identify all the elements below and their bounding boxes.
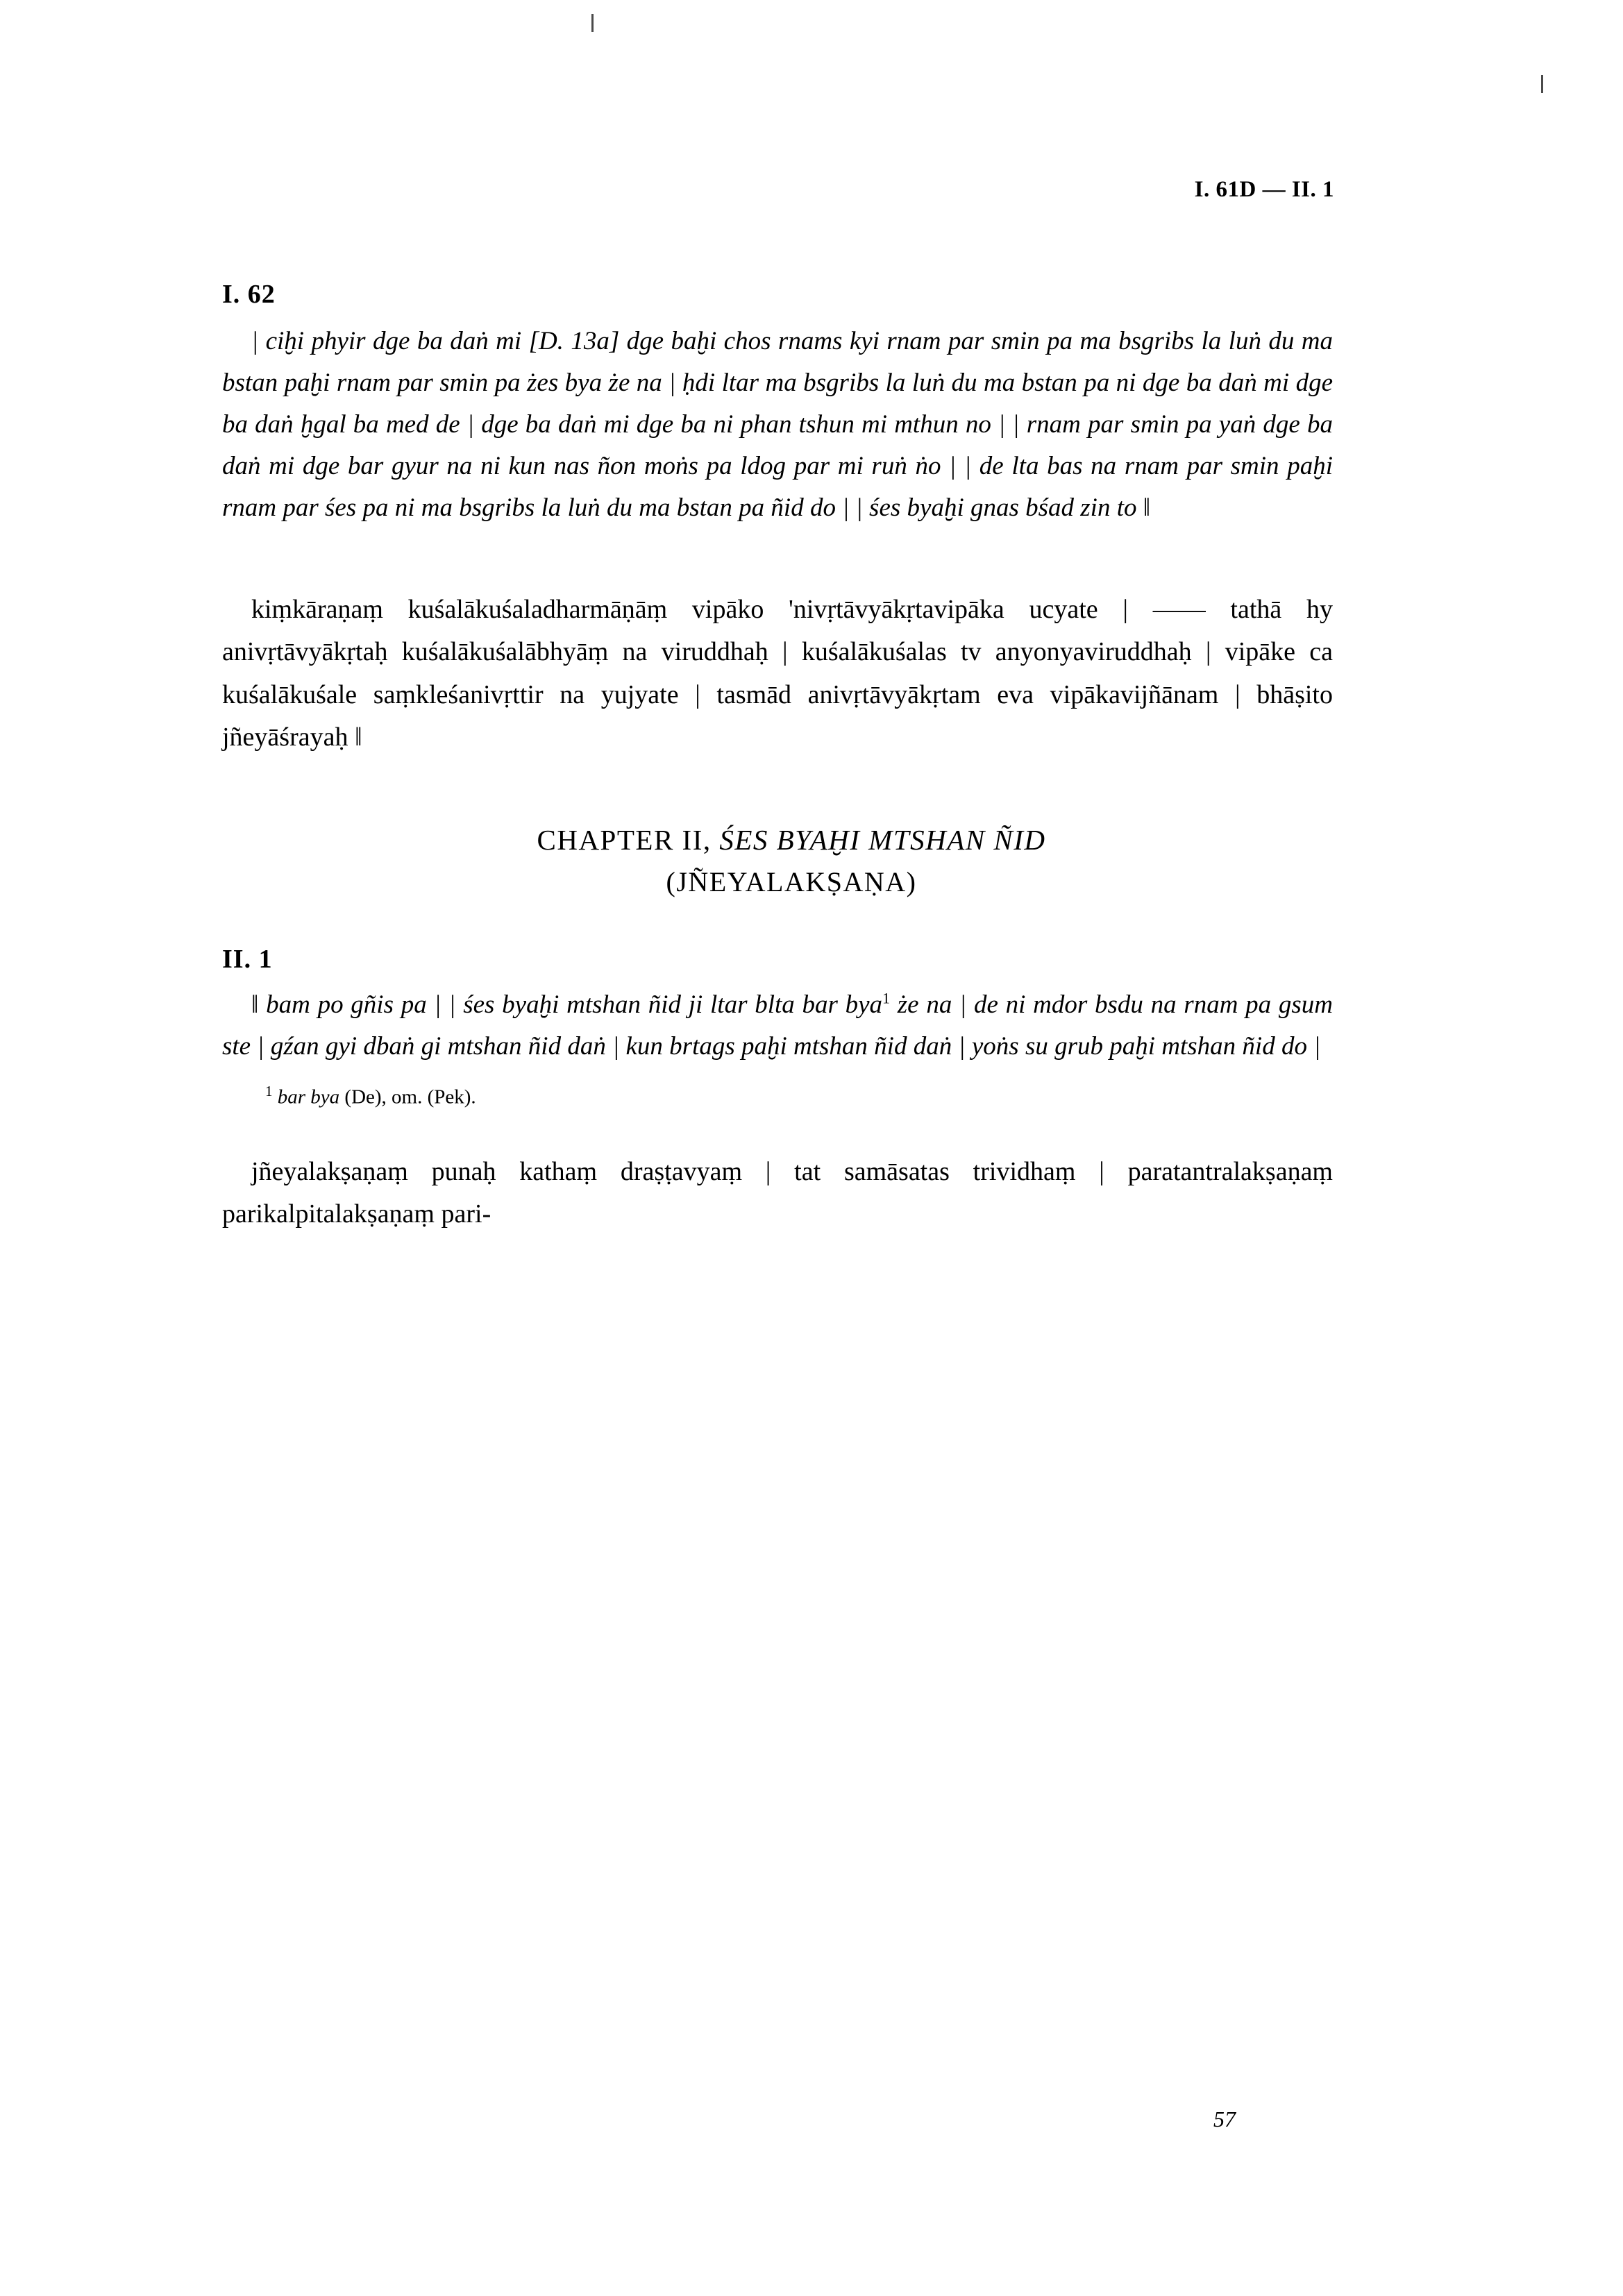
running-head: I. 61D — II. 1 — [1194, 177, 1334, 202]
footnote-reference: 1 — [882, 990, 891, 1008]
page-number: 57 — [1213, 2107, 1236, 2132]
crop-mark-right — [1541, 75, 1543, 93]
footnote-lemma: bar bya — [277, 1086, 340, 1108]
tibetan-ii1-part-b: że na | de ni mdor bsdu na rnam pa gsum ste | gźan gyi dbaṅ gi mtshan ñid daṅ | kun brtags paḫi mtshan ñid daṅ | yoṅs su grub paḫi mtshan ñid do | — [222, 990, 1333, 1061]
section-number-ii1: II. 1 — [222, 945, 273, 974]
spacer — [222, 1109, 1361, 1151]
tibetan-passage-i62: | ciḫi phyir dge ba daṅ mi [D. 13a] dge baḫi chos rnams kyi rnam par smin pa ma bsgribs la luṅ du ma bstan paḫi rnam par smin pa żes bya że na | ḥdi ltar ma bsgribs la luṅ du ma bstan pa ni dge ba daṅ mi dge ba daṅ ḫgal ba med de | dge ba daṅ mi dge ba ni phan tshun mi mthun no | | rnam par smin pa yaṅ dge ba daṅ mi dge bar gyur na ni kun nas ñon moṅs pa ldog par mi ruṅ ṅo | | de lta bas na rnam par smin paḫi rnam par śes pa ni ma bsgribs la luṅ du ma bstan pa ñid do | | śes byaḫi gnas bśad zin to ‖ — [222, 327, 1333, 522]
spacer — [222, 898, 1361, 940]
crop-mark-top — [591, 14, 594, 32]
footnote-1 — [265, 1083, 1361, 1109]
spacer — [222, 529, 1361, 589]
section-number-i62: I. 62 — [222, 280, 276, 309]
footnote-text: (De), om. (Pek). — [339, 1086, 476, 1108]
page-content — [222, 177, 1361, 1236]
chapter-title — [222, 819, 1361, 862]
spacer — [222, 759, 1361, 819]
chapter-title-prefix: CHAPTER II, — [537, 823, 720, 856]
footnote-marker: 1 — [265, 1083, 273, 1100]
sanskrit-passage-i62: kiṃkāraṇaṃ kuśalākuśaladharmāṇāṃ vipāko 'nivṛtāvyākṛtavipāka ucyate | —— tathā hy anivṛtāvyākṛtaḥ kuśalākuśalābhyāṃ na viruddhaḥ | kuśalākuśalas tv anyonyaviruddhaḥ | vipāke ca kuśalākuśale saṃkleśanivṛttir na yujyate | tasmād anivṛtāvyākṛtam eva vipākavijñānam | bhāṣito jñeyāśrayaḥ ‖ — [222, 594, 1333, 752]
tibetan-ii1-part-a: ‖ bam po gñis pa | | śes byaḫi mtshan ñid ji ltar blta bar bya — [251, 990, 883, 1020]
sanskrit-passage-ii1: jñeyalakṣaṇaṃ punaḥ kathaṃ draṣṭavyaṃ | tat samāsatas trividhaṃ | paratantralakṣaṇaṃ parikalpitalakṣaṇaṃ pari- — [222, 1156, 1333, 1229]
tibetan-passage-ii1 — [222, 984, 1333, 1067]
chapter-subtitle: (JÑEYALAKṢAṆA) — [666, 866, 917, 898]
chapter-title-tibetan: ŚES BYAḪI MTSHAN ÑID — [719, 823, 1046, 856]
